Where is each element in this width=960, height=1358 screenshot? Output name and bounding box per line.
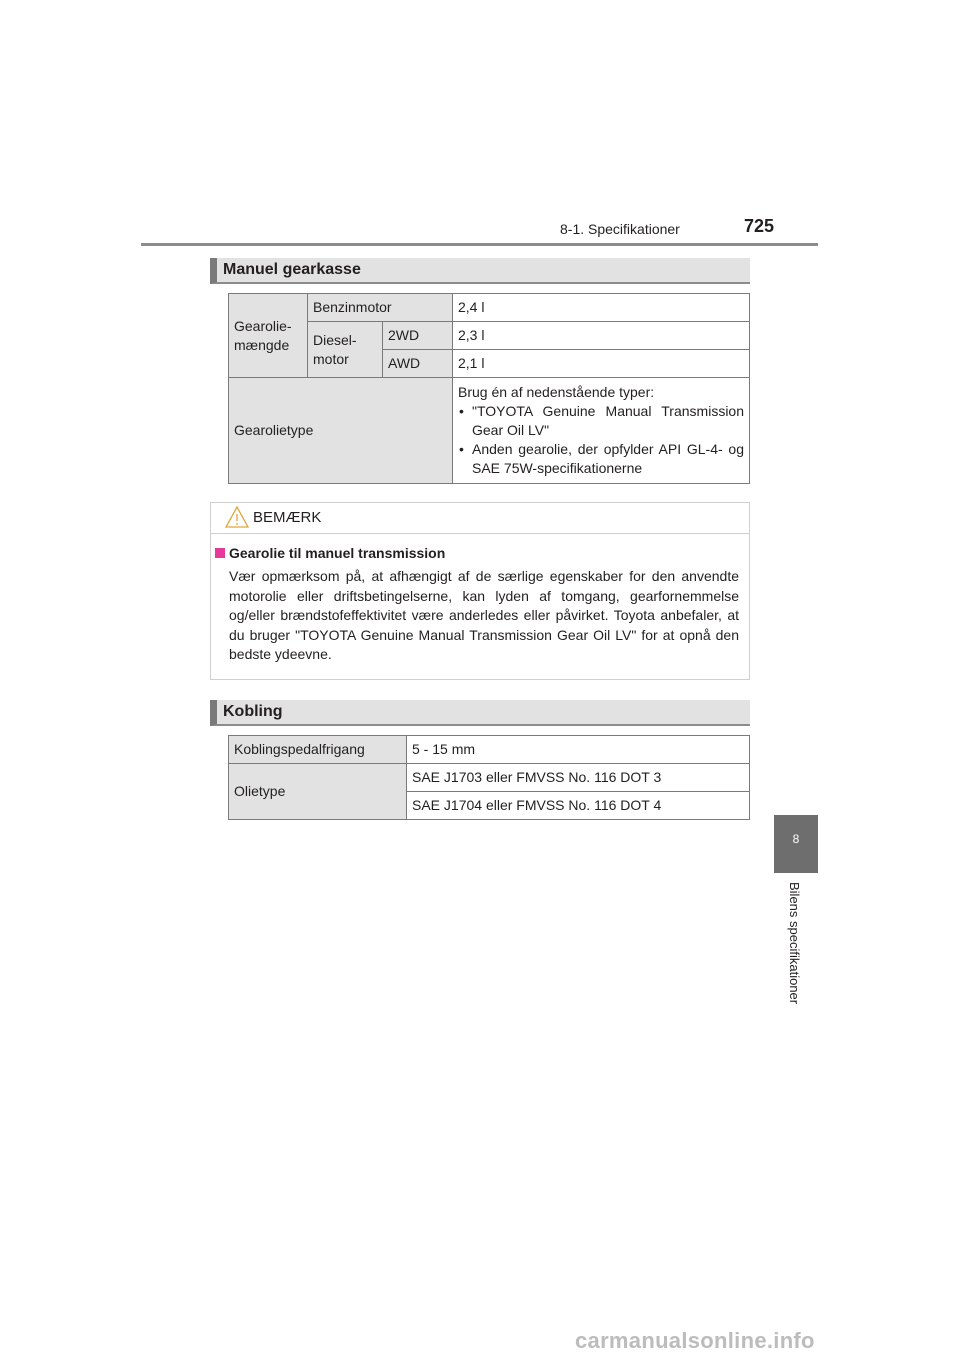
- clutch-pedal-label: Koblingspedalfrigang: [229, 736, 407, 764]
- notice-text: Vær opmærksom på, at afhængigt af de særlige egenskaber for den anvendte motorolie eller driftsbetingelserne, kan lyden af tomgang, gearfornemmelse og/eller brændstofeffektivitet være anderledes eller påvirket. Toyota anbefaler, at du bruger "TOYOTA Genuine Manual Transmission Gear Oil LV" for at opnå den bedste ydeevne.: [229, 568, 739, 662]
- chapter-tab: [774, 815, 818, 873]
- watermark: carmanualsonline.info: [575, 1328, 815, 1353]
- petrol-engine-value: 2,4 l: [453, 294, 750, 322]
- notice-heading-text: Gearolie til manuel transmission: [229, 545, 446, 561]
- page-number: 725: [743, 216, 774, 236]
- header-section-title: 8-1. Specifikationer: [560, 221, 680, 237]
- notice-header: [211, 503, 749, 534]
- notice-heading: [215, 545, 445, 561]
- square-bullet-icon: [215, 548, 225, 558]
- section-bar-manual-gearbox: [210, 258, 750, 284]
- oil-type-label: Gearolietype: [229, 378, 453, 484]
- diesel-2wd-label: 2WD: [383, 322, 453, 350]
- diesel-awd-value: 2,1 l: [453, 350, 750, 378]
- chapter-number: 8: [792, 832, 800, 846]
- oil-type-item: • "TOYOTA Genuine Manual Transmission Gear Oil LV": [458, 402, 744, 440]
- notice-box: [210, 502, 750, 680]
- oil-type-list: [458, 402, 744, 478]
- clutch-table: [228, 735, 750, 820]
- section-bar-clutch: [210, 700, 750, 726]
- diesel-awd-label: AWD: [383, 350, 453, 378]
- header-rule: [141, 243, 818, 246]
- oil-amount-label: Gearolie- mængde: [229, 294, 308, 378]
- fluid-type-value: SAE J1704 eller FMVSS No. 116 DOT 4: [407, 792, 750, 820]
- warning-triangle-icon: [225, 506, 249, 528]
- diesel-engine-label: Diesel- motor: [308, 322, 383, 378]
- notice-title: BEMÆRK: [253, 509, 322, 526]
- manual-gearbox-table: [228, 293, 750, 484]
- diesel-2wd-value: 2,3 l: [453, 322, 750, 350]
- fluid-type-value: SAE J1703 eller FMVSS No. 116 DOT 3: [407, 764, 750, 792]
- section-title-manual-gearbox: Manuel gearkasse: [223, 261, 361, 278]
- clutch-pedal-value: 5 - 15 mm: [407, 736, 750, 764]
- oil-type-value: [453, 378, 750, 484]
- fluid-type-label: Olietype: [229, 764, 407, 820]
- section-title-clutch: Kobling: [223, 703, 283, 720]
- oil-type-intro: Brug én af nedenstående typer:: [458, 384, 655, 400]
- chapter-label: Bilens specifikationer: [787, 882, 802, 1005]
- oil-type-item: • Anden gearolie, der opfylder API GL-4- og SAE 75W-specifikationerne: [458, 440, 744, 478]
- petrol-engine-label: Benzinmotor: [308, 294, 453, 322]
